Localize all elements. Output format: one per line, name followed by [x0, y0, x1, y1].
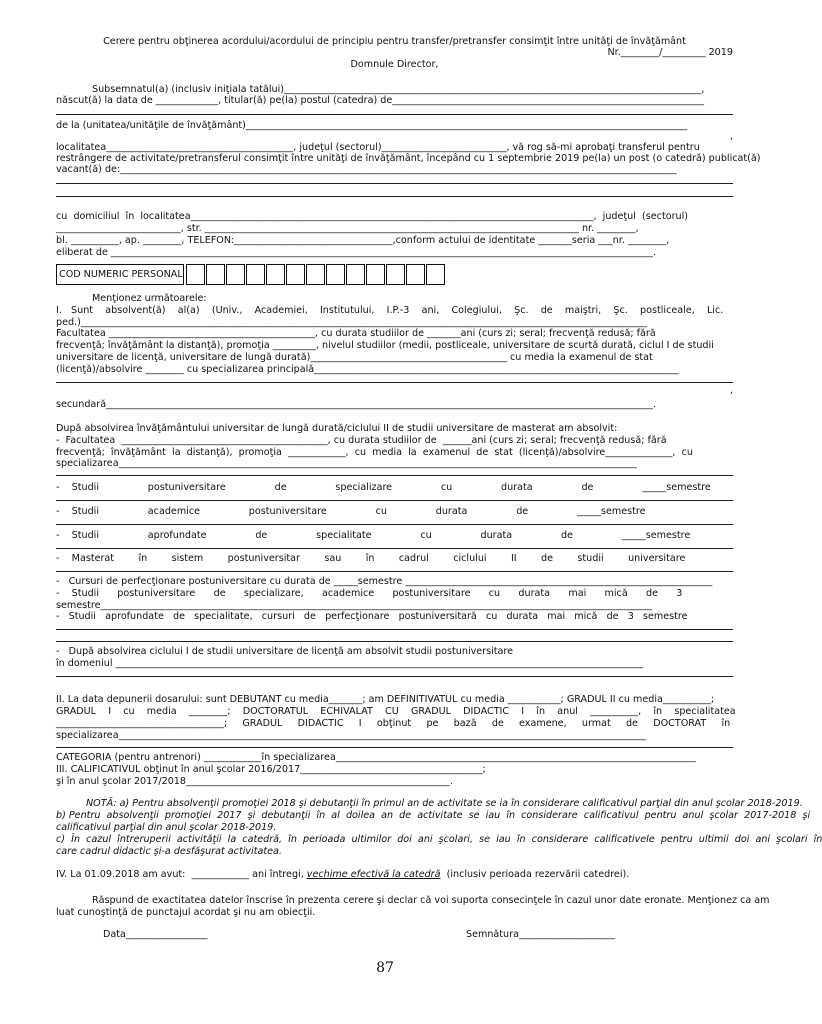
rating-2016-2017-line[interactable]: III. CALIFICATIVUL obţinut în anul şcolar 2016/2017______________________________________; [56, 764, 486, 775]
birth-date-post-line[interactable]: născut(ă) la data de _____________, titular(ă) pe(la) postul (catedra) de_________________________________________________________________ [56, 95, 705, 106]
issued-by-line[interactable]: eliberat de _________________________________________________________________________________________________________________. [56, 247, 656, 258]
note-c-cont: care cadrul didactic şi-a desfăşurat activitatea. [56, 846, 282, 857]
masters-faculty-line[interactable]: - Facultatea ___________________________________________, cu durata studiilor de ______ani (curs zi; seral; frecvenţă redusă; fără [56, 435, 667, 446]
declaration-text-cont: luat cunoştinţă de punctajul acordat şi nu am obiecţii. [56, 907, 316, 918]
seniority-emphasis: vechime efectivă la catedră [306, 869, 441, 880]
cnp-digit-box[interactable] [386, 264, 405, 285]
street-number-line[interactable]: __________________________, str. ______________________________________________________________________________ nr. ________, [56, 223, 639, 234]
cnp-digit-box[interactable] [306, 264, 325, 285]
career-status-line[interactable]: II. La data depunerii dosarului: sunt DEBUTANT cu media_______; am DEFINITIVATUL cu media ___________; GRADUL II cu media__________; [56, 694, 715, 705]
seniority-line[interactable] [56, 869, 733, 880]
specialization-line-end: , [729, 385, 733, 396]
declaration-text: Răspund de exactitatea datelor înscrise în prezenta cerere şi declar că voi suporta consecinţele în cazul unor date eronate. Menţionez ca am [92, 895, 770, 906]
blank-rule [56, 382, 733, 383]
institution-line[interactable]: ped.)______________________________________________________________________________________________________________________ [56, 317, 647, 328]
main-specialization-line[interactable]: (licenţă)/absolvire ________ cu specializarea principală____________________________________________________________________________ [56, 364, 679, 375]
postgrad-specialization-line[interactable]: - Studii postuniversitare de specializare cu durata de _____semestre [56, 482, 711, 493]
study-level-line[interactable]: universitare de licenţă, universitare de lungă durată)_________________________________________ cu media la examenul de stat [56, 352, 653, 363]
signature-field[interactable]: Semnătura____________________ [466, 929, 615, 940]
trainer-category-line[interactable]: CATEGORIA (pentru antrenori) ____________în specializarea___________________________________________________________________________ [56, 752, 696, 763]
short-advanced-studies-line: - Studii aprofundate de specialitate, cursuri de perfecţionare postuniversitară cu durata mai mică de 3 semestre [56, 611, 688, 622]
applicant-name-line[interactable]: Subsemnatul(a) (inclusiv iniţiala tatălui)_______________________________________________________________________________________, [92, 84, 705, 95]
locality-county-line[interactable]: localitatea_______________________________________, judeţul (sectorul)__________________________, vă rog să-mi aprobaţi transferul pentru [56, 142, 700, 153]
cnp-digit-box[interactable] [286, 264, 305, 285]
improvement-courses-line[interactable]: - Cursuri de perfecţionare postuniversitare cu durata de _____semestre ________________________________________________________________ [56, 576, 713, 587]
blank-rule [56, 183, 733, 184]
postgrad-domain-line[interactable]: în domeniul ______________________________________________________________________________________________________________ [56, 658, 644, 669]
cnp-digit-box[interactable] [326, 264, 345, 285]
short-postgrad-semesters-line[interactable]: semestre___________________________________________________________________________________________________________________ [56, 600, 653, 611]
masters-intro: După absolvirea învăţământului universitar de lungă durată/ciclului II de studii universitare de masterat am absolvit: [56, 423, 618, 434]
seniority-prefix: IV. La 01.09.2018 am avut: ____________ ani întregi, [56, 869, 307, 880]
blank-rule [56, 114, 733, 115]
doctorate-specialization-line[interactable]: specializarea______________________________________________________________________________________________________________ [56, 730, 647, 741]
school-unit-line[interactable]: de la (unitatea/unităţile de învăţământ)____________________________________________________________________________________________ [56, 120, 688, 131]
vacant-post-line[interactable]: vacant(ă) de:____________________________________________________________________________________________________________________ [56, 164, 677, 175]
blank-rule [56, 524, 733, 525]
school-unit-line-end: , [729, 131, 733, 142]
degree-exams-line[interactable]: ___________________________________; GRADUL DIDACTIC I obţinut pe bază de examene, urmat de DOCTORAT în [56, 718, 731, 729]
study-form-line[interactable]: frecvenţă; învăţământ la distanţă), promoţia _________, nivelul studiilor (medii, postliceale, universitare de scurtă durată, ciclul I de studii [56, 340, 714, 351]
seniority-suffix: (inclusiv perioada rezervării catedrei). [440, 869, 630, 880]
blank-rule [56, 548, 733, 549]
cnp-digit-box[interactable] [246, 264, 265, 285]
secondary-specialization-line[interactable]: secundară__________________________________________________________________________________________________________________. [56, 399, 657, 410]
faculty-line[interactable]: Facultatea ___________________________________________, cu durata studiilor de _______ani (curs zi; seral; frecvenţă redusă; fără [56, 328, 656, 339]
blank-rule [56, 196, 733, 197]
cnp-label: COD NUMERIC PERSONAL [56, 264, 184, 285]
blank-rule [56, 571, 733, 572]
blank-rule [56, 500, 733, 501]
advanced-studies-line[interactable]: - Studii aprofundate de specialitate cu durata de _____semestre [56, 530, 691, 541]
masters-specialization-line[interactable]: specializarea____________________________________________________________________________________________________________ [56, 458, 637, 469]
salutation: Domnule Director, [350, 59, 439, 70]
blank-rule [56, 747, 733, 748]
licence-postgrad-intro: - După absolvirea ciclului I de studii universitare de licenţă am absolvit studii postuniversitare [56, 646, 514, 657]
cnp-digit-box[interactable] [206, 264, 225, 285]
blank-rule [56, 641, 733, 642]
note-c: c) În cazul întreruperii activităţii la catedră, în perioada ultimilor doi ani şcolari, se iau în considerare calificativele pentru ultimii doi ani şcolari în [56, 834, 822, 845]
registration-number: Nr.________/_________ 2019 [607, 47, 733, 58]
form-title: Cerere pentru obţinerea acordului/acordului de principiu pentru transfer/pretransfer consimţit între unităţi de învăţământ [103, 36, 686, 47]
page-number: 87 [376, 960, 394, 976]
blank-rule [56, 676, 733, 677]
domicile-locality-line[interactable]: cu domiciliul în localitatea____________________________________________________________________________________, judeţul (sectorul) [56, 211, 689, 222]
transfer-request-text: restrângere de activitate/pretransferul consimţit între unităţi de învăţământ, începând cu 1 septembrie 2019 pe(la) un post (o catedră) publicat(ă) [56, 153, 761, 164]
building-phone-id-line[interactable]: bl. __________, ap. ________, TELEFON:_________________________________,conform actului de identitate _______seria ___nr. ________, [56, 235, 670, 246]
blank-rule [56, 475, 733, 476]
cnp-digit-box[interactable] [226, 264, 245, 285]
studies-intro: Menţionez următoarele: [92, 293, 207, 304]
rating-2017-2018-line[interactable]: şi în anul şcolar 2017/2018_______________________________________________________. [56, 776, 453, 787]
degree-doctorate-line[interactable]: GRADUL I cu media ________; DOCTORATUL ECHIVALAT CU GRADUL DIDACTIC I în anul __________, în specialitatea [56, 706, 736, 717]
cnp-digit-box[interactable] [186, 264, 205, 285]
cnp-digit-box[interactable] [426, 264, 445, 285]
date-field[interactable]: Data_________________ [103, 929, 208, 940]
cnp-digit-box[interactable] [266, 264, 285, 285]
note-b-cont: calificativul parţial din anul şcolar 2018-2019. [56, 822, 277, 833]
note-a: NOTĂ: a) Pentru absolvenţii promoţiei 2018 şi debutanţii în primul an de activitate se ia în considerare calificativul parţial din anul şcolar 2018-2019. [86, 798, 803, 809]
masters-graduation-line[interactable]: frecvenţă; învăţământ la distanţă), promoţia ____________, cu media la examenul de stat (licenţă)/absolvire______________, cu [56, 447, 693, 458]
blank-rule [56, 629, 733, 630]
cnp-digit-box[interactable] [406, 264, 425, 285]
academic-postgrad-line[interactable]: - Studii academice postuniversitare cu durata de _____semestre [56, 506, 646, 517]
cnp-digit-box[interactable] [346, 264, 365, 285]
graduate-of-line: I. Sunt absolvent(ă) al(a) (Univ., Academiei, Institutului, I.P.-3 ani, Colegiului, Şc. de maiştri, Şc. postliceale, Lic. [56, 305, 724, 316]
note-b: b) Pentru absolvenţii promoţiei 2017 şi debutanţii în al doilea an de activitate se iau în considerare calificativul pentru anul şcolar 2017-2018 şi [56, 810, 811, 821]
cnp-digit-box[interactable] [366, 264, 385, 285]
masters-postgrad-line[interactable]: - Masterat în sistem postuniversitar sau în cadrul ciclului II de studii universitare [56, 553, 686, 564]
short-postgrad-line: - Studii postuniversitare de specializare, academice postuniversitare cu durata mai mică de 3 [56, 588, 683, 599]
